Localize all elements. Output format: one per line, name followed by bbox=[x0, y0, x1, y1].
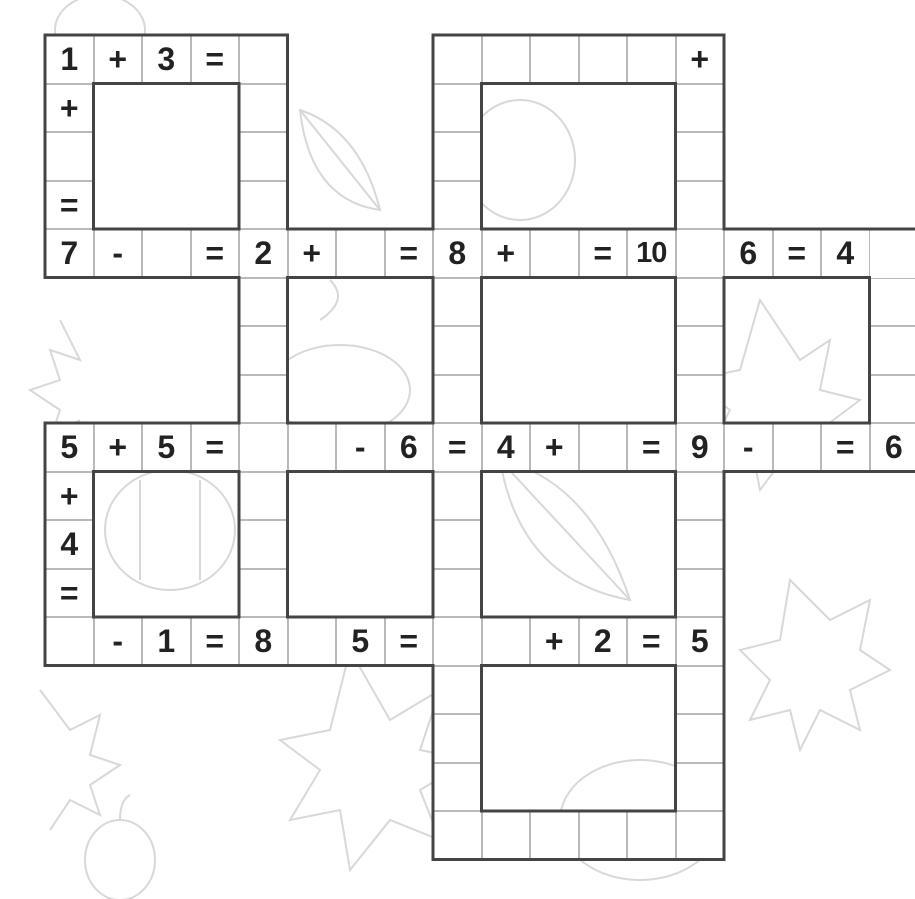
equals-sign-cell: = bbox=[385, 617, 434, 666]
minus-sign-cell: - bbox=[94, 617, 143, 666]
plus-sign-cell: + bbox=[482, 229, 531, 278]
blank-cell[interactable] bbox=[676, 811, 725, 860]
equals-sign-cell: = bbox=[821, 423, 870, 472]
number-cell: 10 bbox=[627, 229, 676, 278]
blank-cell[interactable] bbox=[239, 181, 288, 230]
number-cell: 8 bbox=[433, 229, 482, 278]
number-cell: 5 bbox=[142, 423, 191, 472]
blank-cell[interactable] bbox=[433, 763, 482, 812]
number-cell: 4 bbox=[45, 520, 94, 569]
blank-cell[interactable] bbox=[288, 423, 337, 472]
number-cell: 6 bbox=[385, 423, 434, 472]
blank-cell[interactable] bbox=[676, 472, 725, 521]
blank-cell[interactable] bbox=[142, 229, 191, 278]
blank-cell[interactable] bbox=[676, 520, 725, 569]
plus-sign-cell: + bbox=[288, 229, 337, 278]
blank-cell[interactable] bbox=[676, 666, 725, 715]
blank-cell[interactable] bbox=[239, 375, 288, 424]
blank-cell[interactable] bbox=[239, 132, 288, 181]
blank-cell[interactable] bbox=[433, 326, 482, 375]
number-cell: 6 bbox=[870, 423, 915, 472]
blank-cell[interactable] bbox=[239, 84, 288, 133]
blank-cell[interactable] bbox=[482, 811, 531, 860]
blank-cell[interactable] bbox=[579, 35, 628, 84]
number-cell: 5 bbox=[676, 617, 725, 666]
blank-cell[interactable] bbox=[433, 714, 482, 763]
equals-sign-cell: = bbox=[627, 617, 676, 666]
blank-cell[interactable] bbox=[45, 617, 94, 666]
blank-cell[interactable] bbox=[676, 132, 725, 181]
number-cell: 5 bbox=[45, 423, 94, 472]
blank-cell[interactable] bbox=[870, 326, 915, 375]
blank-cell[interactable] bbox=[676, 326, 725, 375]
blank-cell[interactable] bbox=[433, 375, 482, 424]
blank-cell[interactable] bbox=[239, 326, 288, 375]
number-cell: 2 bbox=[579, 617, 628, 666]
blank-cell[interactable] bbox=[676, 714, 725, 763]
number-cell: 1 bbox=[45, 35, 94, 84]
minus-sign-cell: - bbox=[94, 229, 143, 278]
equals-sign-cell: = bbox=[433, 423, 482, 472]
blank-cell[interactable] bbox=[676, 229, 725, 278]
plus-sign-cell: + bbox=[94, 35, 143, 84]
blank-cell[interactable] bbox=[433, 132, 482, 181]
blank-cell[interactable] bbox=[627, 35, 676, 84]
blank-cell[interactable] bbox=[239, 520, 288, 569]
blank-cell[interactable] bbox=[676, 84, 725, 133]
blank-cell[interactable] bbox=[239, 423, 288, 472]
blank-cell[interactable] bbox=[676, 763, 725, 812]
equals-sign-cell: = bbox=[579, 229, 628, 278]
blank-cell[interactable] bbox=[627, 811, 676, 860]
blank-cell[interactable] bbox=[45, 132, 94, 181]
number-cell: 7 bbox=[45, 229, 94, 278]
blank-cell[interactable] bbox=[579, 811, 628, 860]
number-cell: 4 bbox=[482, 423, 531, 472]
blank-cell[interactable] bbox=[433, 569, 482, 618]
blank-cell[interactable] bbox=[433, 520, 482, 569]
number-cell: 5 bbox=[336, 617, 385, 666]
blank-cell[interactable] bbox=[530, 811, 579, 860]
blank-cell[interactable] bbox=[239, 278, 288, 327]
plus-sign-cell: + bbox=[45, 84, 94, 133]
equals-sign-cell: = bbox=[773, 229, 822, 278]
number-cell: 1 bbox=[142, 617, 191, 666]
equals-sign-cell: = bbox=[627, 423, 676, 472]
number-cell: 8 bbox=[239, 617, 288, 666]
blank-cell[interactable] bbox=[433, 617, 482, 666]
blank-cell[interactable] bbox=[676, 569, 725, 618]
blank-cell[interactable] bbox=[870, 278, 915, 327]
equals-sign-cell: = bbox=[45, 181, 94, 230]
blank-cell[interactable] bbox=[676, 278, 725, 327]
number-cell: 2 bbox=[239, 229, 288, 278]
plus-sign-cell: + bbox=[676, 35, 725, 84]
minus-sign-cell: - bbox=[336, 423, 385, 472]
plus-sign-cell: + bbox=[530, 617, 579, 666]
blank-cell[interactable] bbox=[870, 375, 915, 424]
equals-sign-cell: = bbox=[45, 569, 94, 618]
blank-cell[interactable] bbox=[239, 472, 288, 521]
equals-sign-cell: = bbox=[191, 423, 240, 472]
blank-cell[interactable] bbox=[288, 617, 337, 666]
blank-cell[interactable] bbox=[433, 811, 482, 860]
plus-sign-cell: + bbox=[530, 423, 579, 472]
blank-cell[interactable] bbox=[433, 181, 482, 230]
blank-cell[interactable] bbox=[579, 423, 628, 472]
blank-cell[interactable] bbox=[433, 278, 482, 327]
equals-sign-cell: = bbox=[385, 229, 434, 278]
number-cell: 4 bbox=[821, 229, 870, 278]
blank-cell[interactable] bbox=[676, 375, 725, 424]
number-cell: 3 bbox=[142, 35, 191, 84]
blank-cell[interactable] bbox=[433, 35, 482, 84]
plus-sign-cell: + bbox=[94, 423, 143, 472]
minus-sign-cell: - bbox=[724, 423, 773, 472]
blank-cell[interactable] bbox=[433, 84, 482, 133]
number-cell: 9 bbox=[676, 423, 725, 472]
equals-sign-cell: = bbox=[191, 35, 240, 84]
blank-cell[interactable] bbox=[676, 181, 725, 230]
plus-sign-cell: + bbox=[45, 472, 94, 521]
equals-sign-cell: = bbox=[191, 617, 240, 666]
blank-cell[interactable] bbox=[239, 569, 288, 618]
blank-cell[interactable] bbox=[433, 472, 482, 521]
blank-cell[interactable] bbox=[336, 229, 385, 278]
blank-cell[interactable] bbox=[530, 35, 579, 84]
blank-cell[interactable] bbox=[482, 617, 531, 666]
blank-cell[interactable] bbox=[530, 229, 579, 278]
equals-sign-cell: = bbox=[191, 229, 240, 278]
number-cell: 6 bbox=[724, 229, 773, 278]
blank-cell[interactable] bbox=[482, 35, 531, 84]
blank-cell[interactable] bbox=[239, 35, 288, 84]
blank-cell[interactable] bbox=[433, 666, 482, 715]
blank-cell[interactable] bbox=[773, 423, 822, 472]
